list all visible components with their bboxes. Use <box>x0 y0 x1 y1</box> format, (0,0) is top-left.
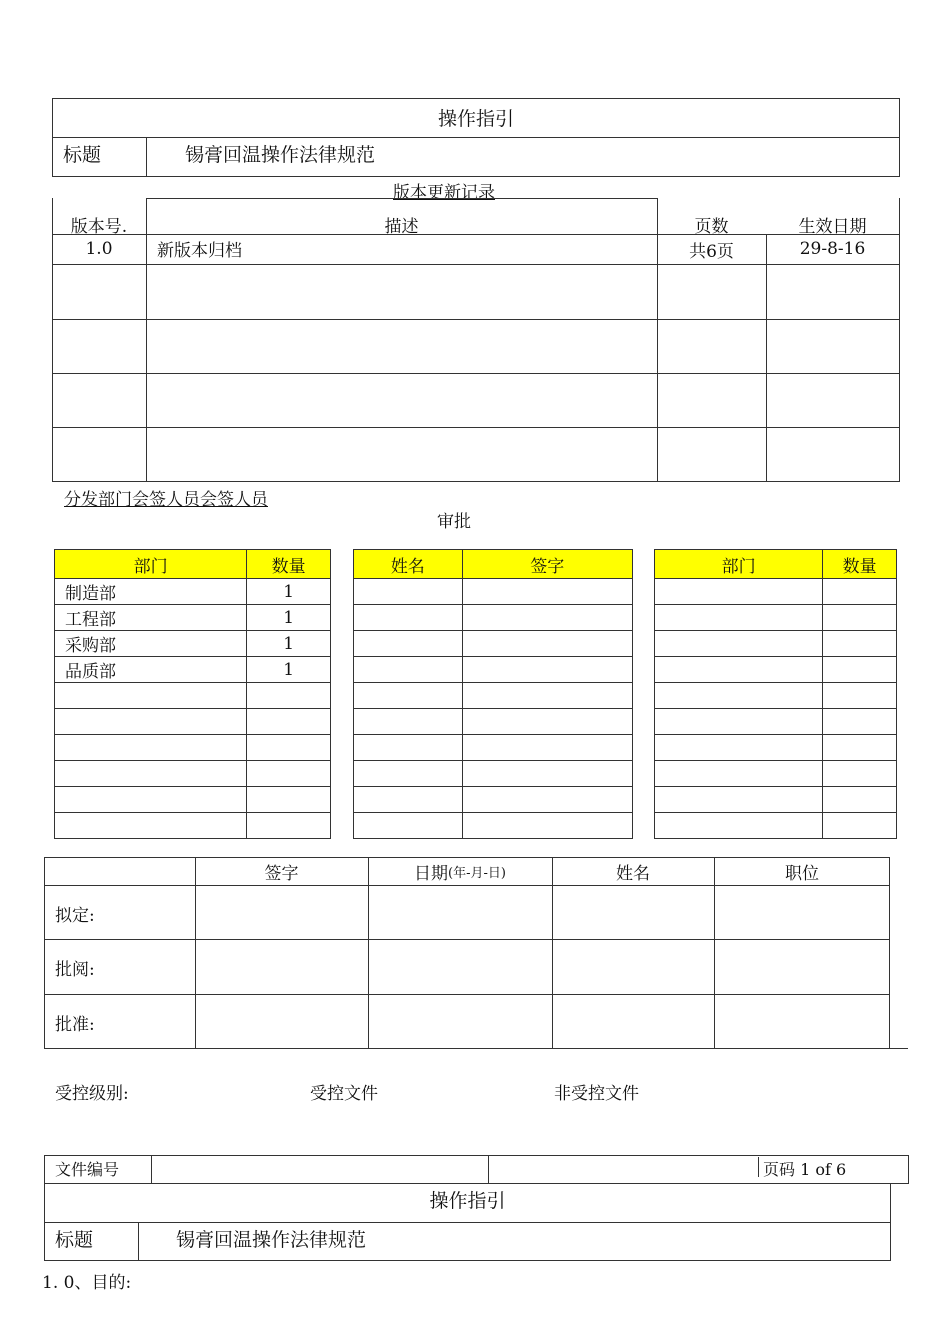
rev-desc-value: 新版本归档 <box>157 240 242 261</box>
name-cell[interactable] <box>354 579 463 605</box>
dept-header: 部门 <box>55 550 247 579</box>
table-row <box>655 709 897 735</box>
header-divider <box>52 137 900 138</box>
approval-position-header: 职位 <box>785 863 819 884</box>
signature-cell[interactable] <box>462 683 632 709</box>
uncontrolled-document-option[interactable]: 非受控文件 <box>554 1084 639 1104</box>
distribution-line: 分发部门会签人员会签人员 <box>64 490 268 510</box>
dept-cell: 制造部 <box>55 579 247 605</box>
dept-cell: 品质部 <box>55 657 247 683</box>
footer-doc-type: 操作指引 <box>429 1189 506 1212</box>
table-row <box>354 787 633 813</box>
dept-cell: 采购部 <box>55 631 247 657</box>
dept-cell[interactable] <box>655 657 823 683</box>
controlled-document-option[interactable]: 受控文件 <box>310 1084 378 1104</box>
dept-cell[interactable] <box>655 761 823 787</box>
title-value: 锡膏回温操作法律规范 <box>185 143 376 166</box>
rev-row-line-2 <box>52 319 899 320</box>
table-row <box>354 605 633 631</box>
rev-row-line-1 <box>52 264 899 265</box>
dept-header: 部门 <box>655 550 823 579</box>
qty-cell[interactable] <box>823 709 897 735</box>
rev-top-desc-border <box>146 198 657 199</box>
name-cell[interactable] <box>354 683 463 709</box>
qty-cell[interactable] <box>823 631 897 657</box>
page-divider <box>758 1157 759 1177</box>
name-cell[interactable] <box>354 605 463 631</box>
table-row <box>354 709 633 735</box>
rev-version-value: 1.0 <box>85 239 113 259</box>
doc-number-divider-1 <box>151 1155 152 1184</box>
signature-cell[interactable] <box>462 709 632 735</box>
rev-row-line-3 <box>52 373 899 374</box>
rev-row-line-4 <box>52 427 899 428</box>
name-cell[interactable] <box>354 657 463 683</box>
dept-cell: 工程部 <box>55 605 247 631</box>
name-cell[interactable] <box>354 787 463 813</box>
page-number: 页码 1 of 6 <box>763 1159 847 1179</box>
signature-cell[interactable] <box>462 605 632 631</box>
table-row <box>55 813 331 839</box>
qty-cell <box>247 761 331 787</box>
footer-label-divider <box>138 1222 139 1261</box>
dept-cell <box>55 735 247 761</box>
dept-cell[interactable] <box>655 605 823 631</box>
dept-cell[interactable] <box>655 787 823 813</box>
date-label: 日期 <box>414 863 449 884</box>
table-row <box>354 813 633 839</box>
table-row <box>55 657 331 683</box>
dept-table-header <box>55 550 331 579</box>
table-row <box>655 761 897 787</box>
qty-cell[interactable] <box>823 735 897 761</box>
dept-cell[interactable] <box>655 683 823 709</box>
qty-cell: 1 <box>247 657 331 683</box>
footer-header-divider <box>44 1222 891 1223</box>
table-row <box>55 787 331 813</box>
dept-cell <box>55 787 247 813</box>
table-row <box>354 657 633 683</box>
table-row <box>55 735 331 761</box>
rev-col-pages: 页数 <box>694 216 729 237</box>
dept-cell[interactable] <box>655 631 823 657</box>
rev-pages-value: 共6页 <box>689 241 734 262</box>
title-label: 标题 <box>63 143 102 166</box>
qty-cell[interactable] <box>823 761 897 787</box>
rev-col-desc: 描述 <box>384 216 419 237</box>
reviewed-label: 批阅: <box>55 960 95 980</box>
rev-col-divider-3 <box>766 234 767 482</box>
rev-right-border <box>899 198 900 482</box>
table-row <box>55 683 331 709</box>
rev-date-value: 29-8-16 <box>799 239 866 259</box>
dept-table <box>54 549 331 839</box>
approval-name-header: 姓名 <box>616 863 650 884</box>
dept-cell <box>55 761 247 787</box>
table-row <box>55 709 331 735</box>
qty-header: 数量 <box>247 550 331 579</box>
qty-cell <box>247 787 331 813</box>
table-row <box>354 631 633 657</box>
table-row <box>55 579 331 605</box>
qty-cell: 1 <box>247 579 331 605</box>
qty-cell <box>247 813 331 839</box>
qty-header: 数量 <box>823 550 897 579</box>
approve-caption: 审批 <box>437 512 471 532</box>
qty-cell: 1 <box>247 631 331 657</box>
qty-cell[interactable] <box>823 787 897 813</box>
table-row <box>655 813 897 839</box>
dept-cell[interactable] <box>655 579 823 605</box>
revision-caption: 版本更新记录 <box>393 183 495 203</box>
qty-cell <box>247 683 331 709</box>
qty-cell[interactable] <box>823 683 897 709</box>
table-row <box>354 683 633 709</box>
signature-header: 签字 <box>462 550 632 579</box>
control-level-label: 受控级别: <box>55 1084 129 1104</box>
name-cell[interactable] <box>354 735 463 761</box>
approved-label: 批准: <box>55 1015 95 1035</box>
approval-row-line-2 <box>44 939 890 940</box>
sign-table-header <box>354 550 633 579</box>
signature-cell[interactable] <box>462 787 632 813</box>
rev-col-date: 生效日期 <box>798 216 867 237</box>
approval-row-line-3 <box>44 994 890 995</box>
signature-cell[interactable] <box>462 631 632 657</box>
doc-number-label: 文件编号 <box>55 1159 120 1179</box>
dept-table-2-header <box>655 550 897 579</box>
dept-cell <box>55 709 247 735</box>
rev-bottom-border <box>52 481 899 482</box>
table-row <box>354 735 633 761</box>
doc-number-divider-2 <box>488 1155 489 1184</box>
name-cell[interactable] <box>354 813 463 839</box>
dept-cell <box>55 683 247 709</box>
rev-col-divider-1 <box>146 198 147 482</box>
sign-table <box>353 549 633 839</box>
qty-cell <box>247 709 331 735</box>
rev-col-version: 版本号. <box>70 216 128 237</box>
name-header: 姓名 <box>354 550 463 579</box>
approval-date-header <box>368 857 552 885</box>
table-row <box>655 735 897 761</box>
approval-extend-line <box>890 1048 908 1049</box>
signature-cell[interactable] <box>462 735 632 761</box>
dept-table-2 <box>654 549 897 839</box>
drafted-label: 拟定: <box>55 905 95 926</box>
table-row <box>655 683 897 709</box>
table-row <box>655 787 897 813</box>
name-cell[interactable] <box>354 709 463 735</box>
qty-cell: 1 <box>247 605 331 631</box>
qty-cell[interactable] <box>823 579 897 605</box>
signature-cell[interactable] <box>462 579 632 605</box>
footer-title-label: 标题 <box>55 1228 94 1251</box>
approval-row-line-1 <box>44 885 890 886</box>
name-cell[interactable] <box>354 761 463 787</box>
qty-cell[interactable] <box>823 813 897 839</box>
dept-cell[interactable] <box>655 813 823 839</box>
table-row <box>354 761 633 787</box>
qty-cell <box>247 735 331 761</box>
table-row <box>655 657 897 683</box>
table-row <box>655 631 897 657</box>
table-row <box>55 605 331 631</box>
table-row <box>55 761 331 787</box>
name-cell[interactable] <box>354 631 463 657</box>
section-purpose-heading: 1. 0、目的: <box>42 1273 132 1293</box>
doc-type-title: 操作指引 <box>437 108 514 130</box>
qty-cell[interactable] <box>823 605 897 631</box>
dept-cell[interactable] <box>655 709 823 735</box>
approval-signature-header: 签字 <box>264 863 299 884</box>
qty-cell[interactable] <box>823 657 897 683</box>
table-row <box>55 631 331 657</box>
dept-cell[interactable] <box>655 735 823 761</box>
signature-cell[interactable] <box>462 813 632 839</box>
footer-title-value: 锡膏回温操作法律规范 <box>176 1228 367 1251</box>
header-label-divider <box>146 137 147 177</box>
table-row <box>655 605 897 631</box>
table-row <box>655 579 897 605</box>
date-format-label: (年-月-日) <box>448 865 506 881</box>
signature-cell[interactable] <box>462 657 632 683</box>
table-row <box>354 579 633 605</box>
dept-cell <box>55 813 247 839</box>
signature-cell[interactable] <box>462 761 632 787</box>
